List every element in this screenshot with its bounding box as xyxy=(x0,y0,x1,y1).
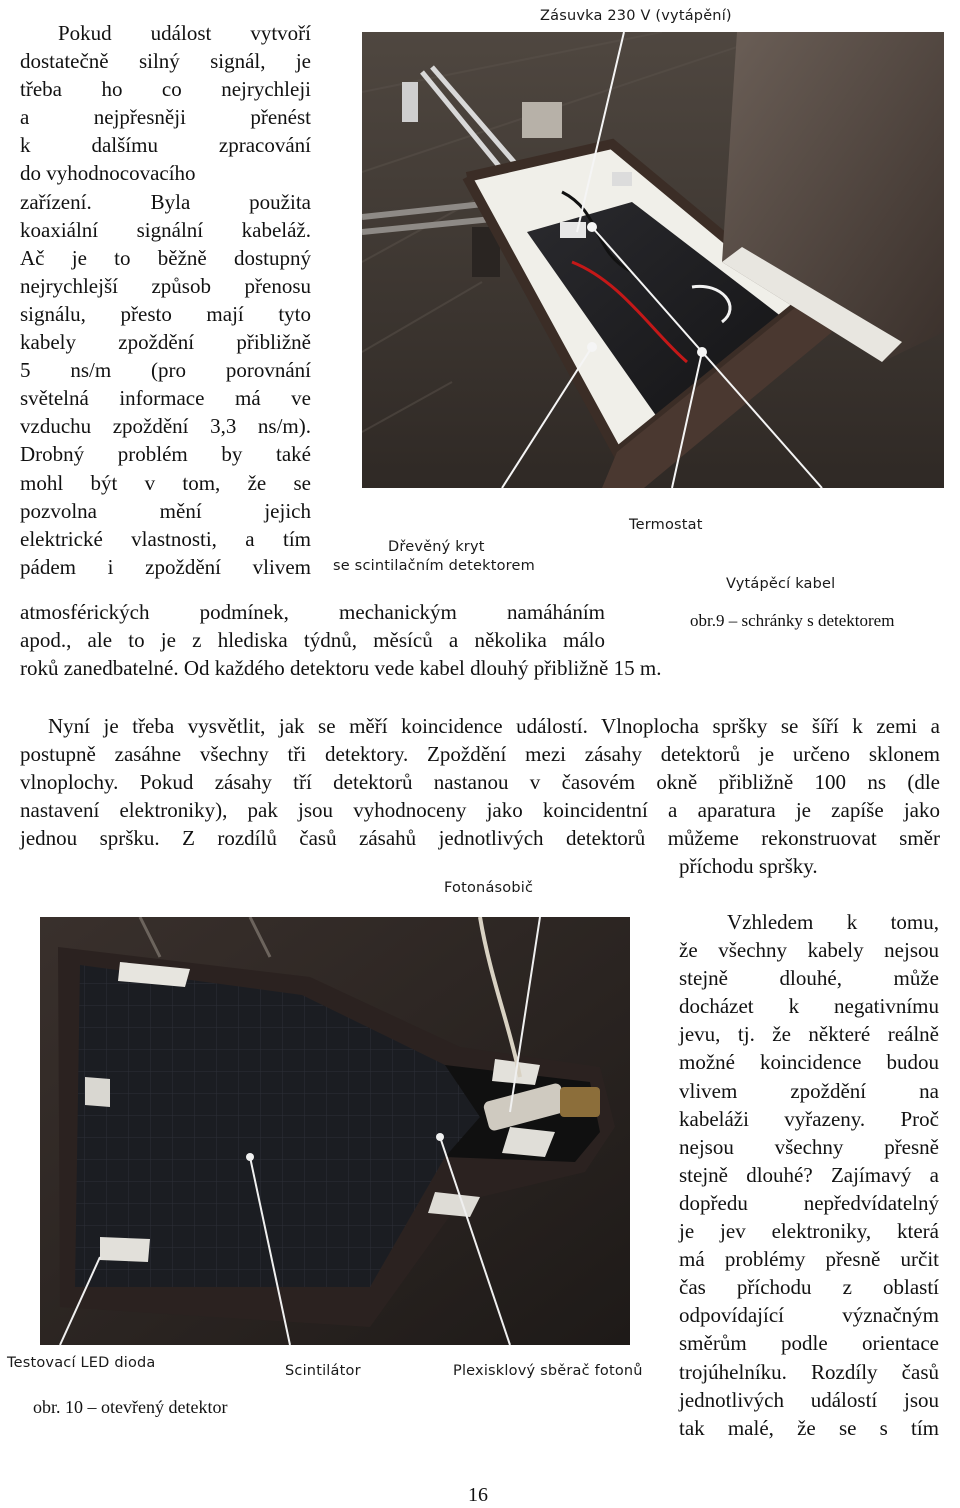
text-line: zařízení. Byla použita xyxy=(20,189,311,214)
continuation-text xyxy=(20,598,760,682)
wooden-cover-label-line1: Dřevěný kryt xyxy=(388,539,485,555)
text-line: jednotlivých událostí jsou xyxy=(679,1387,939,1412)
text-line: příchodu spršky. xyxy=(679,854,818,879)
text-line: signálu, přesto mají tyto xyxy=(20,301,311,326)
right-column-text xyxy=(679,908,939,1442)
text-line: možné koincidence budou xyxy=(679,1050,939,1075)
text-line: odpovídající význačným xyxy=(679,1303,939,1328)
figure9-caption: obr.9 – schránky s detektorem xyxy=(690,611,895,630)
text-line: vzduchu zpoždění 3,3 ns/m). xyxy=(20,414,311,439)
photomultiplier-label: Fotonásobič xyxy=(444,880,534,896)
text-line: čas příchodu z oblastí xyxy=(679,1275,939,1300)
text-line: Pokud událost vytvoří xyxy=(58,21,311,45)
text-line: dostatečně silný signál, je xyxy=(20,49,311,74)
text-line: nastavení elektroniky), pak jsou vyhodnoceny jako koincidentní a aparatura je zapíše jako xyxy=(20,798,940,823)
socket-label: Zásuvka 230 V (vytápění) xyxy=(540,8,732,24)
text-line: nejsou všechny přesně xyxy=(679,1134,939,1159)
figure10-caption: obr. 10 – otevřený detektor xyxy=(33,1397,228,1417)
text-line: má problémy přesně určit xyxy=(679,1247,939,1272)
text-line: docházet k negativnímu xyxy=(679,994,939,1019)
thermostat-label: Termostat xyxy=(629,517,703,533)
text-line: že všechny kabely nejsou xyxy=(679,938,939,963)
text-line: postupně zasáhne všechny tři detektory. Zpoždění mezi zásahy detektorů je určeno sklonem xyxy=(20,742,940,767)
text-line: je jev elektroniky, která xyxy=(679,1219,939,1244)
text-line: do vyhodnocovacího xyxy=(20,161,196,186)
detector-box-photo xyxy=(362,32,944,488)
heating-cable-label: Vytápěcí kabel xyxy=(726,576,836,592)
text-line: vlivem zpoždění na xyxy=(679,1078,939,1103)
wooden-cover-label-line2: se scintilačním detektorem xyxy=(333,558,535,574)
text-line: pádem i zpoždění vlivem xyxy=(20,554,311,579)
text-line: Vzhledem k tomu, xyxy=(727,910,939,934)
text-line: stejně dlouhé, může xyxy=(679,966,939,991)
open-detector-photo xyxy=(40,917,630,1345)
text-line: tak malé, že se s tím xyxy=(679,1415,939,1440)
text-line: třeba ho co nejrychleji xyxy=(20,77,311,102)
text-line: dopředu nepředvídatelný xyxy=(679,1190,939,1215)
text-line: směrům podle orientace xyxy=(679,1331,939,1356)
text-line: jednou spršku. Z rozdílů časů zásahů jednotlivých detektorů můžeme rekonstruovat směr xyxy=(20,826,940,851)
test-led-label: Testovací LED dioda xyxy=(7,1355,156,1371)
text-line: roků zanedbatelné. Od každého detektoru vede kabel dlouhý přibližně 15 m. xyxy=(20,656,662,681)
text-line: 5 ns/m (pro porovnání xyxy=(20,358,311,383)
plexi-collector-label: Plexisklový sběrač fotonů xyxy=(453,1363,643,1379)
text-line: nejrychlejší způsob přenosu xyxy=(20,273,311,298)
text-line: elektrické vlastnosti, a tím xyxy=(20,526,311,551)
text-line: Drobný problém by také xyxy=(20,442,311,467)
text-line: kabely zpoždění přibližně xyxy=(20,330,311,355)
text-line: Nyní je třeba vysvětlit, jak se měří koincidence událostí. Vlnoplocha spršky se šíří k zemi a xyxy=(48,714,940,738)
text-line: jevu, tj. že některé reálně xyxy=(679,1022,939,1047)
text-line: kabeláži vyřazeny. Proč xyxy=(679,1106,939,1131)
text-line: trojúhelníku. Rozdíly časů xyxy=(679,1359,939,1384)
text-line: k dalšímu zpracování xyxy=(20,133,311,158)
text-line: vlnoplochy. Pokud zásahy tří detektorů nastanou v časovém okně přibližně 100 ns (dle xyxy=(20,770,940,795)
text-line: atmosférických podmínek, mechanickým namáháním xyxy=(20,600,605,624)
text-line: koaxiální signální kabeláž. xyxy=(20,217,311,242)
scintillator-label: Scintilátor xyxy=(285,1363,361,1379)
text-line: a nejpřesněji přenést xyxy=(20,105,311,130)
left-column-text xyxy=(20,19,311,581)
text-line: mohl být v tom, že se xyxy=(20,470,311,495)
page-number: 16 xyxy=(468,1484,488,1506)
text-line: pozvolna mění jejich xyxy=(20,498,311,523)
text-line: Ač je to běžně dostupný xyxy=(20,245,311,270)
text-line: světelná informace má ve xyxy=(20,386,311,411)
text-line: apod., ale to je z hlediska týdnů, měsíců a několika málo xyxy=(20,628,605,653)
paragraph-coincidence xyxy=(20,712,940,881)
wooden-cover-label xyxy=(333,538,535,576)
text-line: stejně dlouhé? Zajímavý a xyxy=(679,1162,939,1187)
